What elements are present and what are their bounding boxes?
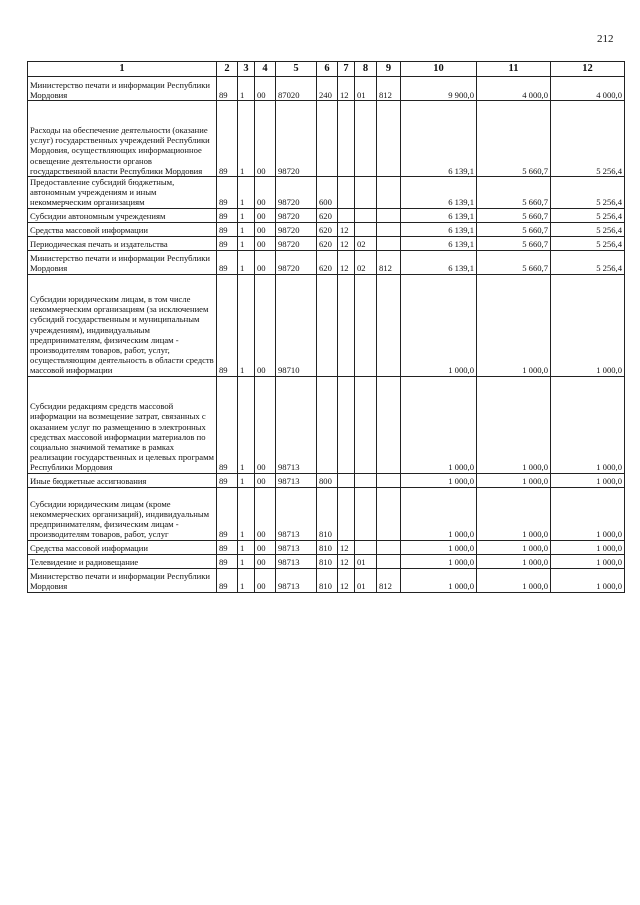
col-8-cell (355, 487, 377, 540)
col-6-cell (317, 376, 338, 473)
col-2-cell: 89 (217, 487, 238, 540)
value-2023-cell: 1 000,0 (401, 473, 477, 487)
col-8-cell (355, 101, 377, 177)
value-2024-cell: 5 660,7 (477, 236, 551, 250)
col-7-cell (338, 473, 355, 487)
col-4-cell: 00 (255, 222, 276, 236)
col-8-cell (355, 473, 377, 487)
row-name-cell: Субсидии редакциям средств массовой информации на возмещение затрат, связанных с оказанием услуг по размещению в электронных средствах массовой информации материалов по социально значимой тематике в рамках реализации государственных и целевых программ Республики Мордовия (28, 376, 217, 473)
col-6-cell: 620 (317, 208, 338, 222)
value-2025-cell: 4 000,0 (551, 77, 625, 101)
column-header-2: 2 (217, 62, 238, 77)
col-9-cell: 812 (377, 250, 401, 274)
col-6-cell: 620 (317, 236, 338, 250)
column-header-6: 6 (317, 62, 338, 77)
value-2025-cell: 5 256,4 (551, 250, 625, 274)
value-2023-cell: 1 000,0 (401, 568, 477, 592)
col-5-cell: 98720 (276, 250, 317, 274)
col-5-cell: 98720 (276, 208, 317, 222)
value-2025-cell: 1 000,0 (551, 487, 625, 540)
col-7-cell: 12 (338, 568, 355, 592)
col-7-cell (338, 208, 355, 222)
col-5-cell: 98713 (276, 568, 317, 592)
value-2024-cell: 1 000,0 (477, 554, 551, 568)
value-2023-cell: 9 900,0 (401, 77, 477, 101)
col-4-cell: 00 (255, 473, 276, 487)
col-4-cell: 00 (255, 250, 276, 274)
col-3-cell: 1 (238, 540, 255, 554)
value-2023-cell: 1 000,0 (401, 554, 477, 568)
col-7-cell (338, 487, 355, 540)
col-5-cell: 87020 (276, 77, 317, 101)
col-7-cell (338, 376, 355, 473)
value-2025-cell: 1 000,0 (551, 376, 625, 473)
value-2025-cell: 1 000,0 (551, 554, 625, 568)
col-9-cell (377, 473, 401, 487)
value-2024-cell: 5 660,7 (477, 222, 551, 236)
col-2-cell: 89 (217, 222, 238, 236)
value-2024-cell: 5 660,7 (477, 208, 551, 222)
col-3-cell: 1 (238, 222, 255, 236)
col-2-cell: 89 (217, 274, 238, 376)
value-2025-cell: 1 000,0 (551, 274, 625, 376)
row-name-cell: Субсидии юридическим лицам, в том числе некоммерческим организациям (за исключением субсидий государственным и муниципальным учреждениям), индивидуальным предпринимателям, физическим лицам - производителям товаров, работ, услуг, осуществляющим деятельность в области средств массовой информации (28, 274, 217, 376)
table-header (28, 62, 625, 77)
value-2025-cell: 5 256,4 (551, 177, 625, 209)
table-row (28, 208, 625, 222)
col-2-cell: 89 (217, 208, 238, 222)
col-3-cell: 1 (238, 177, 255, 209)
col-5-cell: 98710 (276, 274, 317, 376)
value-2023-cell: 6 139,1 (401, 250, 477, 274)
value-2025-cell: 1 000,0 (551, 473, 625, 487)
col-8-cell: 01 (355, 568, 377, 592)
col-3-cell: 1 (238, 487, 255, 540)
header-row (28, 62, 625, 77)
column-header-1: 1 (28, 62, 217, 77)
col-4-cell: 00 (255, 554, 276, 568)
col-6-cell: 810 (317, 568, 338, 592)
value-2023-cell: 1 000,0 (401, 376, 477, 473)
col-9-cell: 812 (377, 568, 401, 592)
value-2024-cell: 5 660,7 (477, 177, 551, 209)
col-6-cell (317, 274, 338, 376)
table-row (28, 177, 625, 209)
col-6-cell: 810 (317, 554, 338, 568)
column-header-12: 12 (551, 62, 625, 77)
col-3-cell: 1 (238, 101, 255, 177)
col-9-cell (377, 540, 401, 554)
row-name-cell: Предоставление субсидий бюджетным, автономным учреждениям и иным некоммерческим организациям (28, 177, 217, 209)
col-3-cell: 1 (238, 568, 255, 592)
col-2-cell: 89 (217, 77, 238, 101)
value-2025-cell: 5 256,4 (551, 208, 625, 222)
col-8-cell (355, 177, 377, 209)
col-2-cell: 89 (217, 250, 238, 274)
table-row (28, 222, 625, 236)
value-2023-cell: 1 000,0 (401, 540, 477, 554)
col-9-cell (377, 222, 401, 236)
table-row (28, 250, 625, 274)
col-4-cell: 00 (255, 101, 276, 177)
value-2023-cell: 6 139,1 (401, 222, 477, 236)
col-9-cell (377, 554, 401, 568)
col-6-cell: 620 (317, 222, 338, 236)
table-row (28, 77, 625, 101)
col-7-cell (338, 274, 355, 376)
col-6-cell: 600 (317, 177, 338, 209)
col-6-cell: 810 (317, 487, 338, 540)
col-7-cell: 12 (338, 540, 355, 554)
col-3-cell: 1 (238, 554, 255, 568)
column-header-8: 8 (355, 62, 377, 77)
col-6-cell: 800 (317, 473, 338, 487)
value-2023-cell: 6 139,1 (401, 101, 477, 177)
col-8-cell: 02 (355, 236, 377, 250)
col-3-cell: 1 (238, 274, 255, 376)
value-2023-cell: 6 139,1 (401, 208, 477, 222)
row-name-cell: Иные бюджетные ассигнования (28, 473, 217, 487)
col-2-cell: 89 (217, 568, 238, 592)
col-7-cell (338, 177, 355, 209)
value-2024-cell: 5 660,7 (477, 101, 551, 177)
col-9-cell (377, 177, 401, 209)
budget-table (27, 61, 625, 593)
table-row (28, 568, 625, 592)
col-3-cell: 1 (238, 236, 255, 250)
col-6-cell (317, 101, 338, 177)
col-5-cell: 98720 (276, 236, 317, 250)
value-2025-cell: 1 000,0 (551, 540, 625, 554)
col-5-cell: 98713 (276, 376, 317, 473)
value-2024-cell: 1 000,0 (477, 487, 551, 540)
row-name-cell: Субсидии юридическим лицам (кроме некоммерческих организаций), индивидуальным предпринимателям, физическим лицам - производителям товаров, работ, услуг (28, 487, 217, 540)
row-name-cell: Периодическая печать и издательства (28, 236, 217, 250)
col-5-cell: 98713 (276, 473, 317, 487)
table-body (28, 77, 625, 593)
page-number: 212 (597, 33, 614, 45)
col-9-cell (377, 376, 401, 473)
column-header-9: 9 (377, 62, 401, 77)
col-2-cell: 89 (217, 376, 238, 473)
value-2024-cell: 1 000,0 (477, 473, 551, 487)
value-2024-cell: 5 660,7 (477, 250, 551, 274)
col-9-cell: 812 (377, 77, 401, 101)
col-8-cell (355, 540, 377, 554)
col-3-cell: 1 (238, 208, 255, 222)
column-header-10: 10 (401, 62, 477, 77)
col-9-cell (377, 487, 401, 540)
col-4-cell: 00 (255, 177, 276, 209)
col-7-cell: 12 (338, 77, 355, 101)
col-4-cell: 00 (255, 540, 276, 554)
value-2023-cell: 1 000,0 (401, 274, 477, 376)
column-header-3: 3 (238, 62, 255, 77)
value-2023-cell: 1 000,0 (401, 487, 477, 540)
col-7-cell: 12 (338, 250, 355, 274)
col-5-cell: 98713 (276, 487, 317, 540)
value-2024-cell: 1 000,0 (477, 274, 551, 376)
column-header-11: 11 (477, 62, 551, 77)
col-8-cell: 01 (355, 554, 377, 568)
col-2-cell: 89 (217, 101, 238, 177)
col-3-cell: 1 (238, 77, 255, 101)
row-name-cell: Средства массовой информации (28, 540, 217, 554)
table-row (28, 274, 625, 376)
col-4-cell: 00 (255, 568, 276, 592)
table-row (28, 236, 625, 250)
col-4-cell: 00 (255, 77, 276, 101)
value-2024-cell: 1 000,0 (477, 376, 551, 473)
row-name-cell: Министерство печати и информации Республики Мордовия (28, 568, 217, 592)
value-2025-cell: 1 000,0 (551, 568, 625, 592)
value-2024-cell: 1 000,0 (477, 568, 551, 592)
col-6-cell: 810 (317, 540, 338, 554)
table-row (28, 473, 625, 487)
col-4-cell: 00 (255, 487, 276, 540)
value-2023-cell: 6 139,1 (401, 236, 477, 250)
col-8-cell (355, 222, 377, 236)
col-7-cell: 12 (338, 222, 355, 236)
col-8-cell (355, 376, 377, 473)
column-header-5: 5 (276, 62, 317, 77)
col-2-cell: 89 (217, 236, 238, 250)
col-8-cell: 01 (355, 77, 377, 101)
col-5-cell: 98713 (276, 540, 317, 554)
row-name-cell: Средства массовой информации (28, 222, 217, 236)
col-7-cell (338, 101, 355, 177)
value-2025-cell: 5 256,4 (551, 236, 625, 250)
col-5-cell: 98720 (276, 177, 317, 209)
col-2-cell: 89 (217, 540, 238, 554)
col-3-cell: 1 (238, 376, 255, 473)
col-5-cell: 98720 (276, 101, 317, 177)
value-2023-cell: 6 139,1 (401, 177, 477, 209)
col-4-cell: 00 (255, 208, 276, 222)
col-5-cell: 98720 (276, 222, 317, 236)
column-header-7: 7 (338, 62, 355, 77)
col-4-cell: 00 (255, 376, 276, 473)
col-7-cell: 12 (338, 554, 355, 568)
value-2025-cell: 5 256,4 (551, 101, 625, 177)
row-name-cell: Субсидии автономным учреждениям (28, 208, 217, 222)
col-9-cell (377, 208, 401, 222)
table-row (28, 487, 625, 540)
col-3-cell: 1 (238, 473, 255, 487)
col-2-cell: 89 (217, 473, 238, 487)
col-6-cell: 620 (317, 250, 338, 274)
col-9-cell (377, 236, 401, 250)
value-2025-cell: 5 256,4 (551, 222, 625, 236)
col-7-cell: 12 (338, 236, 355, 250)
row-name-cell: Министерство печати и информации Республики Мордовия (28, 77, 217, 101)
value-2024-cell: 1 000,0 (477, 540, 551, 554)
row-name-cell: Расходы на обеспечение деятельности (оказание услуг) государственных учреждений Республики Мордовия, осуществляющих информационное освещение деятельности органов государственной власти Республики Мордовия (28, 101, 217, 177)
col-9-cell (377, 274, 401, 376)
column-header-4: 4 (255, 62, 276, 77)
table-row (28, 101, 625, 177)
row-name-cell: Телевидение и радиовещание (28, 554, 217, 568)
col-4-cell: 00 (255, 274, 276, 376)
col-8-cell (355, 208, 377, 222)
table-row (28, 540, 625, 554)
col-9-cell (377, 101, 401, 177)
table-row (28, 376, 625, 473)
col-6-cell: 240 (317, 77, 338, 101)
table-row (28, 554, 625, 568)
col-8-cell: 02 (355, 250, 377, 274)
row-name-cell: Министерство печати и информации Республики Мордовия (28, 250, 217, 274)
col-3-cell: 1 (238, 250, 255, 274)
value-2024-cell: 4 000,0 (477, 77, 551, 101)
col-8-cell (355, 274, 377, 376)
col-4-cell: 00 (255, 236, 276, 250)
col-2-cell: 89 (217, 177, 238, 209)
col-5-cell: 98713 (276, 554, 317, 568)
col-2-cell: 89 (217, 554, 238, 568)
